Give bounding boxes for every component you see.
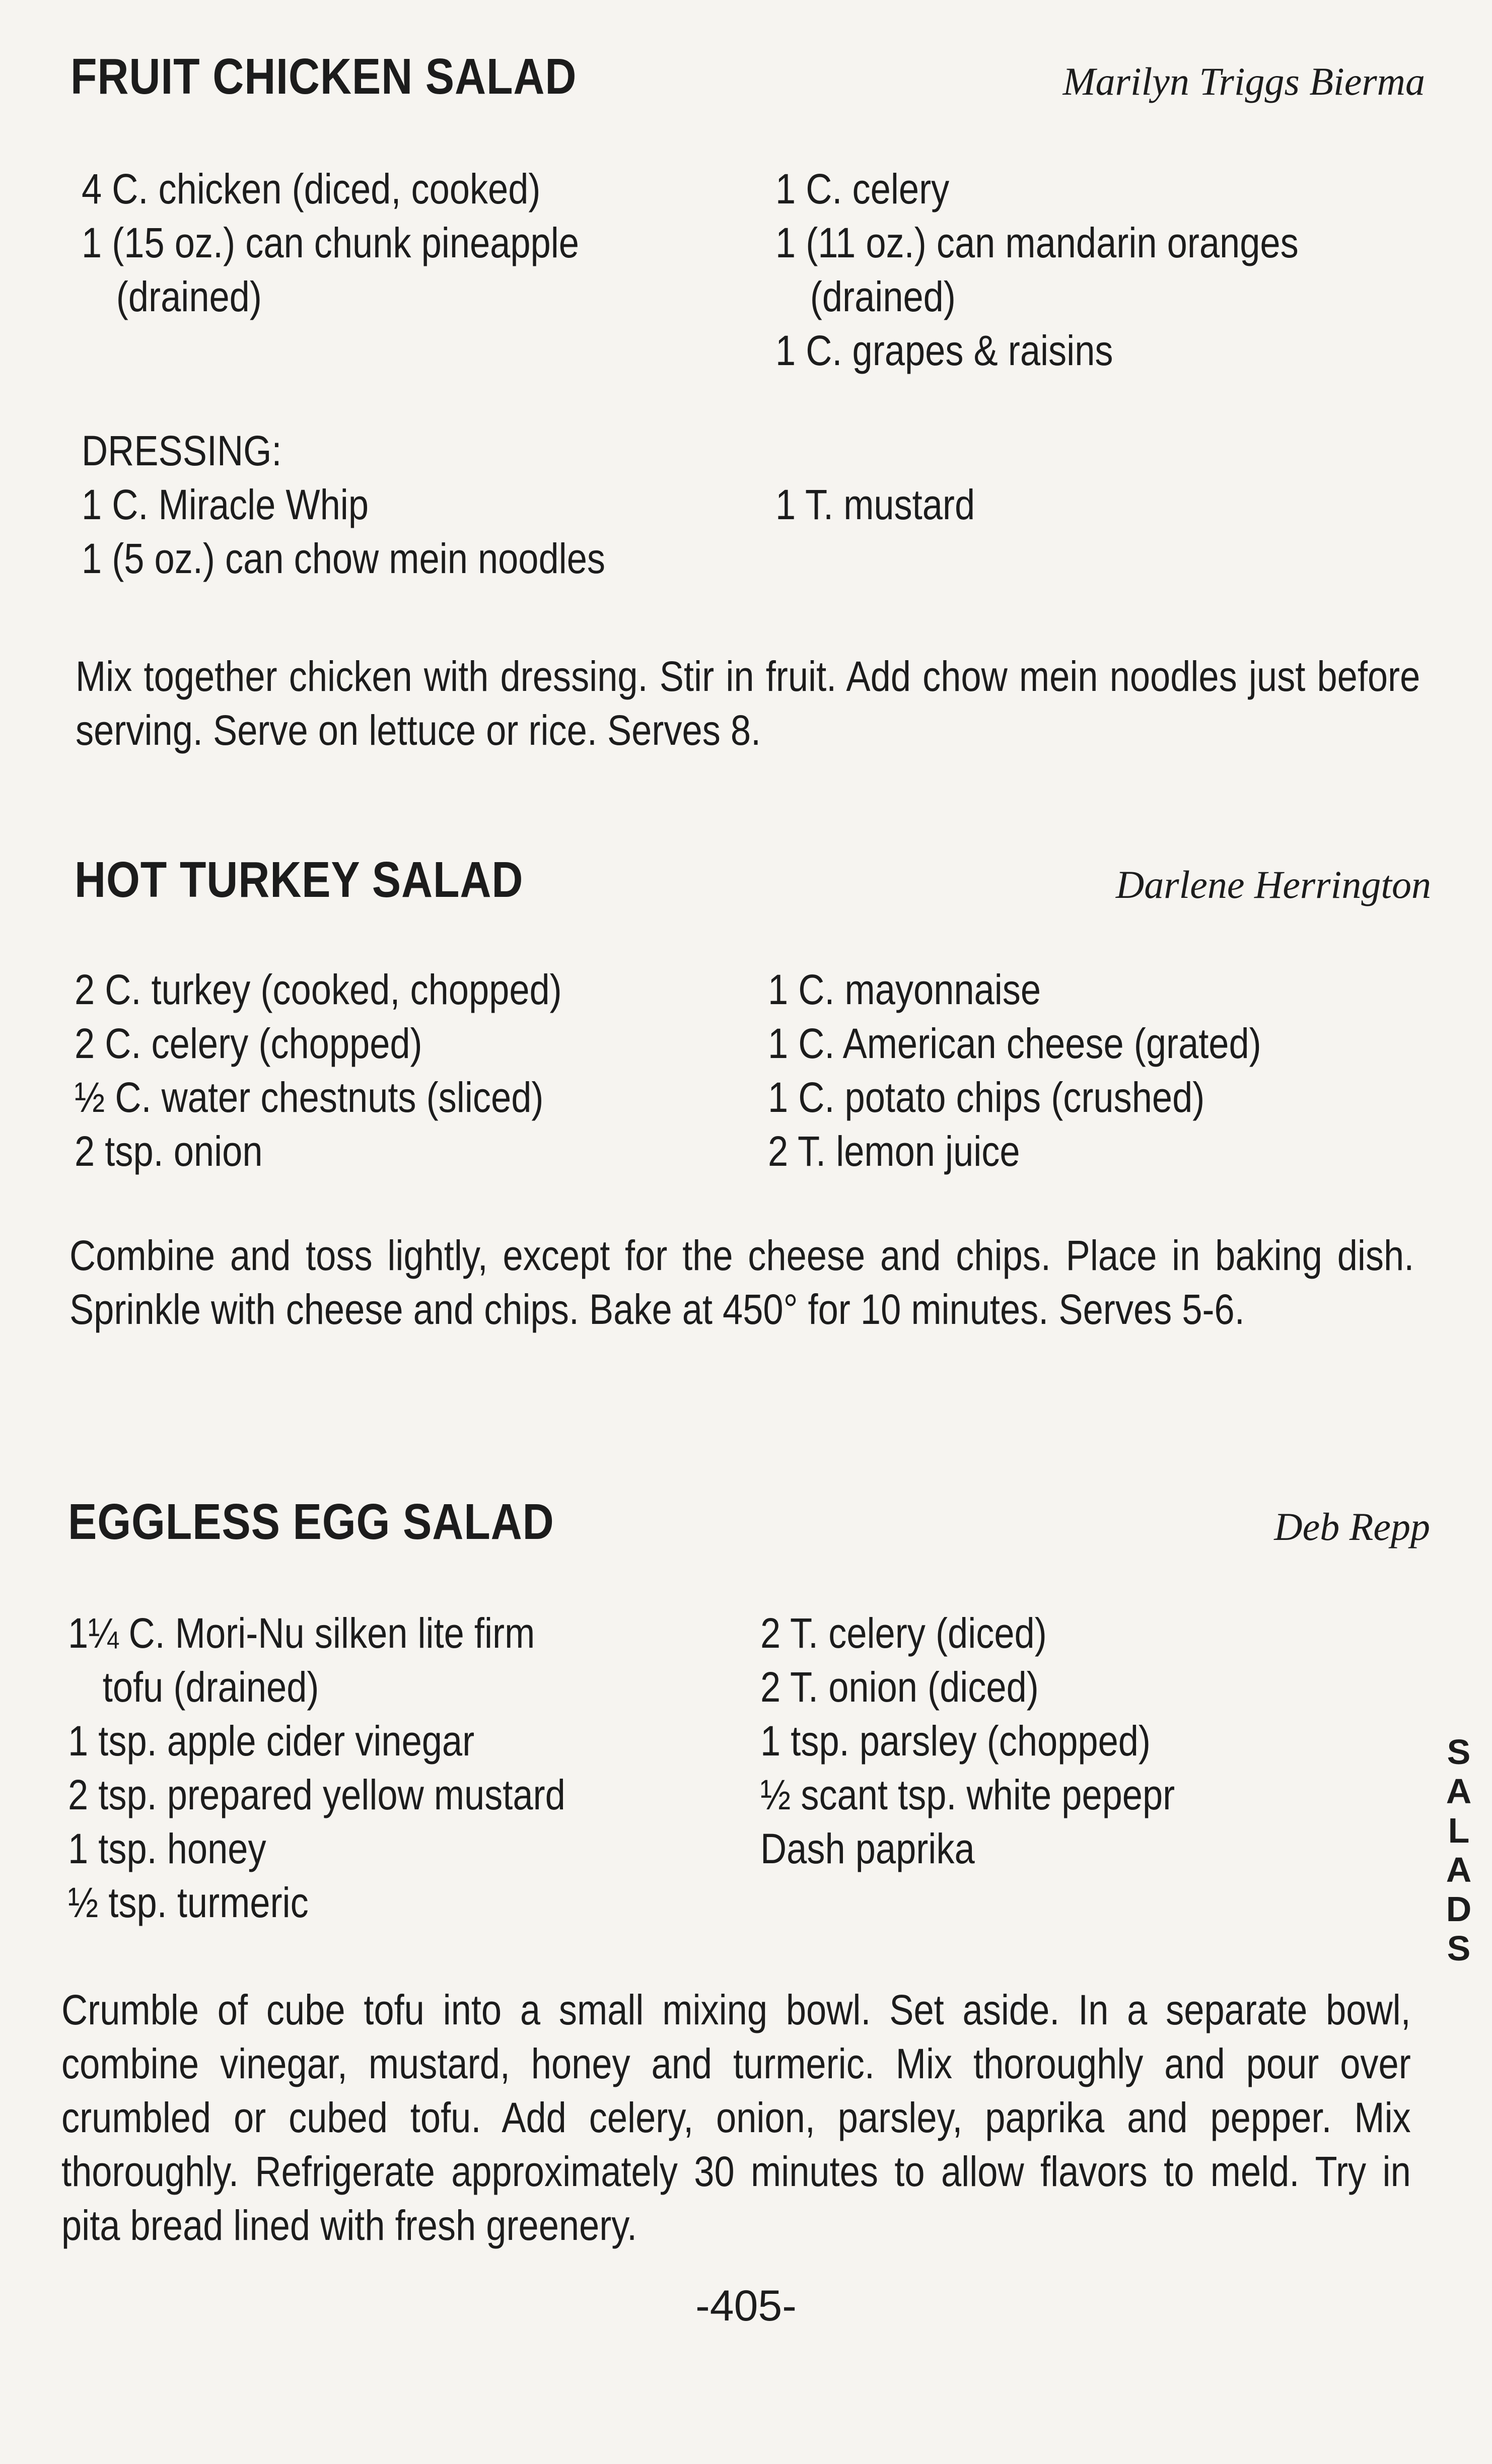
ingredient: 1 tsp. apple cider vinegar bbox=[68, 1717, 475, 1765]
recipe-title: FRUIT CHICKEN SALAD bbox=[70, 48, 577, 105]
ingredient: 1 C. Miracle Whip bbox=[82, 481, 369, 528]
ingredient: ½ C. water chestnuts (sliced) bbox=[75, 1074, 544, 1121]
section-tab-letter: A bbox=[1446, 1772, 1472, 1811]
page-number: -405- bbox=[695, 2282, 797, 2330]
ingredient: 1 C. celery bbox=[775, 165, 950, 213]
dressing-label: DRESSING: bbox=[82, 427, 282, 474]
recipe-hot-turkey-salad bbox=[70, 851, 1431, 922]
ingredient: tofu (drained) bbox=[102, 1663, 319, 1711]
ingredient: 1 T. mustard bbox=[775, 481, 975, 528]
fruit-chicken-dressing bbox=[70, 424, 1425, 582]
ingredient: 2 C. turkey (cooked, chopped) bbox=[75, 966, 562, 1013]
eggless-directions bbox=[61, 1983, 1411, 2252]
directions-wrapper bbox=[69, 1229, 1414, 1336]
recipe-author: Deb Repp bbox=[1274, 1505, 1430, 1548]
ingredient: 4 C. chicken (diced, cooked) bbox=[82, 165, 541, 213]
section-tab-letter: L bbox=[1448, 1811, 1470, 1850]
ingredient: 1 C. grapes & raisins bbox=[775, 327, 1113, 374]
directions-wrapper bbox=[76, 650, 1420, 757]
section-tab-letter: A bbox=[1446, 1850, 1472, 1889]
ingredient: 1 (5 oz.) can chow mein noodles bbox=[82, 535, 606, 582]
ingredient: 2 tsp. prepared yellow mustard bbox=[68, 1771, 565, 1818]
ingredients-right-col bbox=[760, 1606, 1410, 1876]
ingredient: 2 tsp. onion bbox=[75, 1128, 263, 1175]
section-tab-letter: S bbox=[1447, 1929, 1471, 1968]
ingredient: 2 T. onion (diced) bbox=[760, 1663, 1039, 1711]
ingredients-left-col bbox=[68, 1606, 753, 1930]
recipe-header bbox=[70, 48, 1425, 118]
ingredient: 2 T. celery (diced) bbox=[760, 1609, 1047, 1657]
ingredient: (drained) bbox=[810, 273, 956, 320]
ingredient: 1 C. potato chips (crushed) bbox=[768, 1074, 1205, 1121]
section-tab-letter: D bbox=[1446, 1889, 1472, 1929]
recipe-title: EGGLESS EGG SALAD bbox=[68, 1494, 554, 1550]
ingredient: ½ scant tsp. white pepepr bbox=[760, 1771, 1175, 1818]
ingredient: 2 C. celery (chopped) bbox=[75, 1020, 422, 1067]
recipe-author: Marilyn Triggs Bierma bbox=[1062, 59, 1425, 103]
ingredient: ½ tsp. turmeric bbox=[68, 1879, 309, 1926]
ingredients-right-col bbox=[775, 162, 1425, 378]
ingredient: 1 (11 oz.) can mandarin oranges bbox=[775, 219, 1299, 266]
dressing-left-col bbox=[82, 478, 766, 586]
ingredient: 1 tsp. honey bbox=[68, 1825, 266, 1872]
ingredient: (drained) bbox=[116, 273, 262, 320]
recipe-title: HOT TURKEY SALAD bbox=[75, 852, 524, 908]
recipe-eggless-egg-salad bbox=[68, 1493, 1430, 1564]
recipe-author: Darlene Herrington bbox=[1115, 863, 1431, 906]
fruit-chicken-directions bbox=[76, 650, 1420, 757]
ingredients-left-col bbox=[82, 162, 766, 324]
ingredient: 1¼ C. Mori-Nu silken lite firm bbox=[68, 1609, 535, 1657]
ingredients-left-col bbox=[75, 963, 759, 1178]
ingredient: 1 C. mayonnaise bbox=[768, 966, 1041, 1013]
section-tab-letter: S bbox=[1447, 1732, 1471, 1772]
ingredient: 1 tsp. parsley (chopped) bbox=[760, 1717, 1151, 1765]
ingredient: 1 (15 oz.) can chunk pineapple bbox=[82, 219, 579, 266]
recipe-header bbox=[70, 851, 1431, 922]
directions: Mix together chicken with dressing. Stir in fruit. Add chow mein noodles just before serving. Serve on lettuce or rice. Serves 8. bbox=[76, 653, 1420, 754]
dressing-right-col bbox=[775, 478, 1425, 532]
directions: Combine and toss lightly, except for the cheese and chips. Place in baking dish. Sprinkle with cheese and chips. Bake at 450° for 10 minutes. Serves 5-6. bbox=[69, 1232, 1414, 1333]
recipe-header bbox=[68, 1493, 1430, 1564]
ingredient: 1 C. American cheese (grated) bbox=[768, 1020, 1261, 1067]
ingredient: Dash paprika bbox=[760, 1825, 975, 1872]
directions: Crumble of cube tofu into a small mixing bowl. Set aside. In a separate bowl, combine vinegar, mustard, honey and turmeric. Mix thoroughly and pour over crumbled or cubed tofu. Add celery, onion, parsley, paprika and pepper. Mix thoroughly. Refrigerate approximately 30 minutes to allow flavors to meld. Try in pita bread lined with fresh greenery. bbox=[61, 1986, 1411, 2249]
hot-turkey-directions bbox=[69, 1229, 1414, 1336]
section-tab bbox=[1441, 1732, 1476, 1968]
directions-wrapper bbox=[61, 1983, 1411, 2252]
ingredient: 2 T. lemon juice bbox=[768, 1128, 1020, 1175]
ingredients-right-col bbox=[768, 963, 1417, 1178]
